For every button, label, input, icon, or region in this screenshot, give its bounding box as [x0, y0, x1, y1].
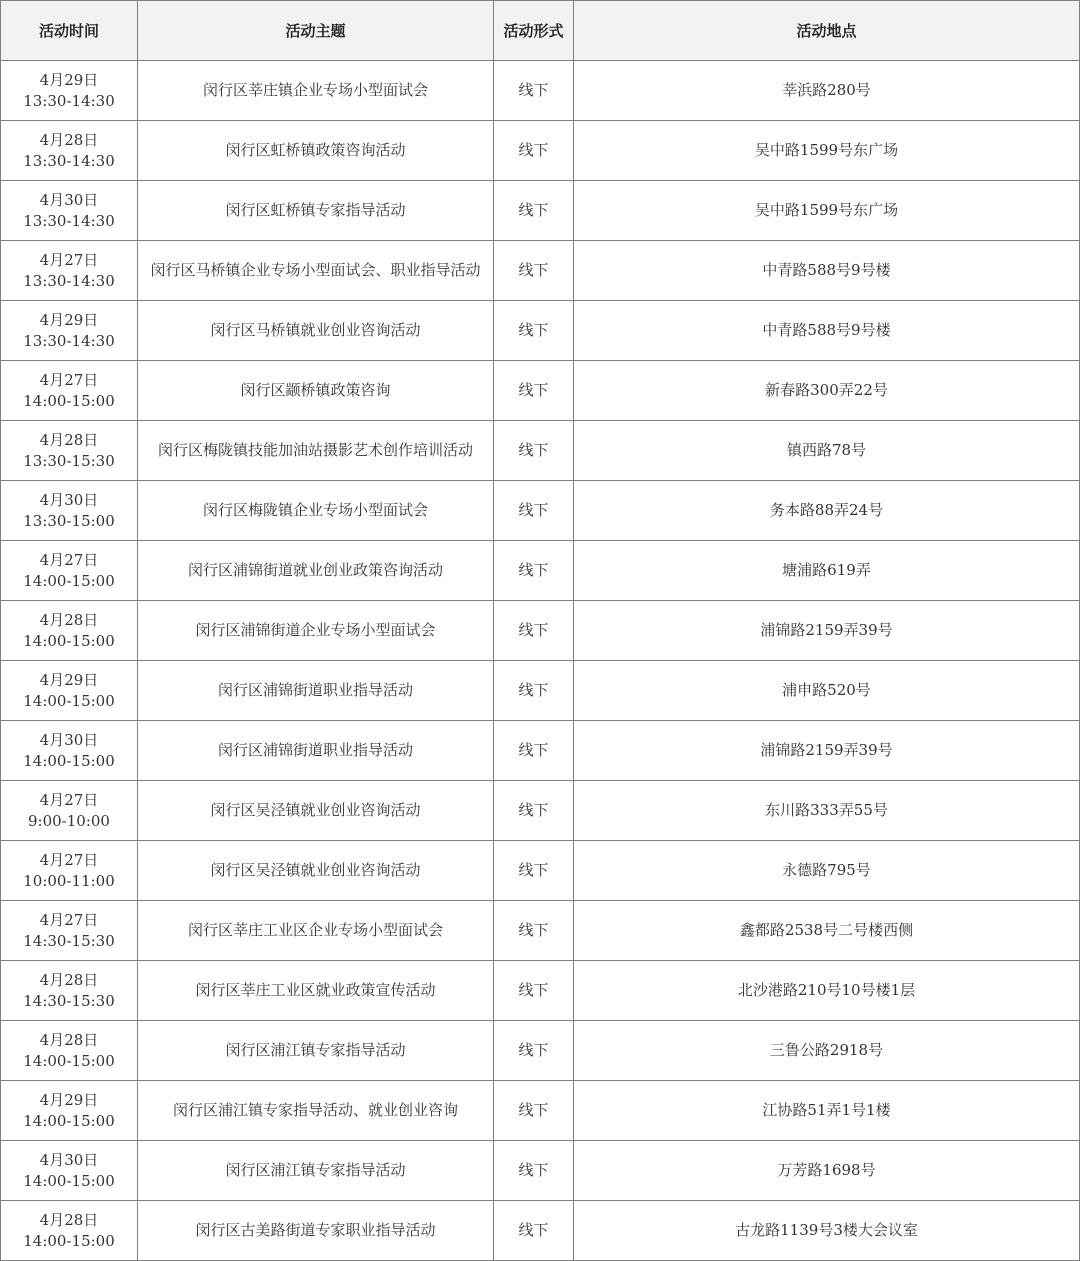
- activity-time-cell: [1, 1141, 138, 1201]
- activity-date: 4月30日: [39, 190, 99, 209]
- table-row: [1, 121, 1080, 181]
- activity-date: 4月27日: [39, 910, 99, 929]
- activity-topic: 闵行区莘庄工业区就业政策宣传活动: [138, 961, 494, 1021]
- activity-format: 线下: [494, 1141, 574, 1201]
- activity-place: 新春路300弄22号: [574, 361, 1080, 421]
- table-row: [1, 481, 1080, 541]
- activity-topic: 闵行区浦江镇专家指导活动、就业创业咨询: [138, 1081, 494, 1141]
- activity-topic: 闵行区浦江镇专家指导活动: [138, 1141, 494, 1201]
- activity-time-range: 14:30-15:30: [23, 931, 115, 950]
- table-row: [1, 961, 1080, 1021]
- activity-place: 塘浦路619弄: [574, 541, 1080, 601]
- activity-time-cell: [1, 181, 138, 241]
- activity-time-range: 13:30-14:30: [23, 331, 115, 350]
- table-row: [1, 301, 1080, 361]
- activity-format: 线下: [494, 421, 574, 481]
- activity-place: 吴中路1599号东广场: [574, 121, 1080, 181]
- table-row: [1, 361, 1080, 421]
- table-row: [1, 781, 1080, 841]
- activity-time-range: 14:00-15:00: [23, 391, 115, 410]
- activity-topic: 闵行区浦锦街道企业专场小型面试会: [138, 601, 494, 661]
- activity-time-range: 14:00-15:00: [23, 631, 115, 650]
- activity-time-range: 13:30-14:30: [23, 211, 115, 230]
- activity-place: 中青路588号9号楼: [574, 241, 1080, 301]
- table-row: [1, 1141, 1080, 1201]
- activity-time-cell: [1, 61, 138, 121]
- activity-topic: 闵行区梅陇镇技能加油站摄影艺术创作培训活动: [138, 421, 494, 481]
- activity-time-cell: [1, 841, 138, 901]
- activity-format: 线下: [494, 241, 574, 301]
- activity-topic: 闵行区梅陇镇企业专场小型面试会: [138, 481, 494, 541]
- activity-time-range: 14:00-15:00: [23, 1111, 115, 1130]
- activity-time-cell: [1, 1081, 138, 1141]
- activity-format: 线下: [494, 781, 574, 841]
- activity-topic: 闵行区马桥镇企业专场小型面试会、职业指导活动: [138, 241, 494, 301]
- activity-time-cell: [1, 301, 138, 361]
- activity-date: 4月27日: [39, 370, 99, 389]
- activity-format: 线下: [494, 61, 574, 121]
- activity-place: 东川路333弄55号: [574, 781, 1080, 841]
- activity-place: 浦申路520号: [574, 661, 1080, 721]
- activity-time-range: 14:00-15:00: [23, 751, 115, 770]
- activity-date: 4月30日: [39, 730, 99, 749]
- activity-time-range: 9:00-10:00: [28, 811, 110, 830]
- activity-time-cell: [1, 541, 138, 601]
- activity-time-range: 13:30-14:30: [23, 151, 115, 170]
- table-row: [1, 721, 1080, 781]
- activity-time-cell: [1, 781, 138, 841]
- table-header: [1, 1, 1080, 61]
- activity-place: 浦锦路2159弄39号: [574, 601, 1080, 661]
- activity-topic: 闵行区颛桥镇政策咨询: [138, 361, 494, 421]
- activity-date: 4月29日: [39, 670, 99, 689]
- activity-format: 线下: [494, 601, 574, 661]
- activity-date: 4月29日: [39, 310, 99, 329]
- activity-date: 4月30日: [39, 490, 99, 509]
- activity-format: 线下: [494, 301, 574, 361]
- table-body: [1, 61, 1080, 1261]
- activity-time-range: 14:00-15:00: [23, 1231, 115, 1250]
- activity-topic: 闵行区浦锦街道职业指导活动: [138, 721, 494, 781]
- activity-time-range: 14:00-15:00: [23, 691, 115, 710]
- activity-topic: 闵行区马桥镇就业创业咨询活动: [138, 301, 494, 361]
- activity-time-cell: [1, 241, 138, 301]
- activity-place: 万芳路1698号: [574, 1141, 1080, 1201]
- activity-time-range: 10:00-11:00: [23, 871, 115, 890]
- activity-format: 线下: [494, 361, 574, 421]
- activity-date: 4月27日: [39, 850, 99, 869]
- activity-date: 4月28日: [39, 1030, 99, 1049]
- activity-topic: 闵行区莘庄镇企业专场小型面试会: [138, 61, 494, 121]
- activity-topic: 闵行区莘庄工业区企业专场小型面试会: [138, 901, 494, 961]
- activity-time-range: 13:30-15:30: [23, 451, 115, 470]
- table-row: [1, 241, 1080, 301]
- header-row: [1, 1, 1080, 61]
- activity-place: 北沙港路210号10号楼1层: [574, 961, 1080, 1021]
- table-row: [1, 61, 1080, 121]
- activity-date: 4月28日: [39, 1210, 99, 1229]
- activity-place: 永德路795号: [574, 841, 1080, 901]
- header-place: 活动地点: [574, 1, 1080, 61]
- activity-time-cell: [1, 121, 138, 181]
- activity-format: 线下: [494, 901, 574, 961]
- activity-format: 线下: [494, 541, 574, 601]
- activity-time-cell: [1, 1021, 138, 1081]
- activity-place: 三鲁公路2918号: [574, 1021, 1080, 1081]
- activity-place: 中青路588号9号楼: [574, 301, 1080, 361]
- activity-time-range: 14:00-15:00: [23, 1051, 115, 1070]
- activity-time-range: 13:30-14:30: [23, 271, 115, 290]
- activity-topic: 闵行区虹桥镇专家指导活动: [138, 181, 494, 241]
- activity-format: 线下: [494, 841, 574, 901]
- activity-date: 4月27日: [39, 250, 99, 269]
- activity-format: 线下: [494, 181, 574, 241]
- activity-place: 浦锦路2159弄39号: [574, 721, 1080, 781]
- table-row: [1, 181, 1080, 241]
- header-format: 活动形式: [494, 1, 574, 61]
- activity-date: 4月27日: [39, 550, 99, 569]
- activity-place: 江协路51弄1号1楼: [574, 1081, 1080, 1141]
- activity-format: 线下: [494, 1081, 574, 1141]
- activity-topic: 闵行区吴泾镇就业创业咨询活动: [138, 841, 494, 901]
- activity-format: 线下: [494, 661, 574, 721]
- table-row: [1, 1081, 1080, 1141]
- activity-time-range: 14:30-15:30: [23, 991, 115, 1010]
- activity-date: 4月29日: [39, 1090, 99, 1109]
- activity-place: 莘浜路280号: [574, 61, 1080, 121]
- activity-topic: 闵行区浦锦街道职业指导活动: [138, 661, 494, 721]
- activity-time-range: 13:30-14:30: [23, 91, 115, 110]
- table-row: [1, 1201, 1080, 1261]
- activity-topic: 闵行区浦锦街道就业创业政策咨询活动: [138, 541, 494, 601]
- activity-time-cell: [1, 361, 138, 421]
- activity-time-cell: [1, 1201, 138, 1261]
- activity-place: 古龙路1139号3楼大会议室: [574, 1201, 1080, 1261]
- activity-time-range: 13:30-15:00: [23, 511, 115, 530]
- activity-topic: 闵行区古美路街道专家职业指导活动: [138, 1201, 494, 1261]
- activity-place: 务本路88弄24号: [574, 481, 1080, 541]
- table-row: [1, 601, 1080, 661]
- header-time: 活动时间: [1, 1, 138, 61]
- activity-time-cell: [1, 721, 138, 781]
- activity-date: 4月28日: [39, 610, 99, 629]
- activity-format: 线下: [494, 1021, 574, 1081]
- activity-topic: 闵行区吴泾镇就业创业咨询活动: [138, 781, 494, 841]
- table-row: [1, 541, 1080, 601]
- activity-time-cell: [1, 961, 138, 1021]
- activity-format: 线下: [494, 481, 574, 541]
- activity-date: 4月27日: [39, 790, 99, 809]
- activity-format: 线下: [494, 1201, 574, 1261]
- activity-place: 吴中路1599号东广场: [574, 181, 1080, 241]
- header-topic: 活动主题: [138, 1, 494, 61]
- activity-date: 4月30日: [39, 1150, 99, 1169]
- activity-format: 线下: [494, 121, 574, 181]
- table-row: [1, 841, 1080, 901]
- activity-date: 4月29日: [39, 70, 99, 89]
- activity-time-range: 14:00-15:00: [23, 1171, 115, 1190]
- activity-topic: 闵行区浦江镇专家指导活动: [138, 1021, 494, 1081]
- activity-date: 4月28日: [39, 430, 99, 449]
- activity-time-range: 14:00-15:00: [23, 571, 115, 590]
- activity-date: 4月28日: [39, 130, 99, 149]
- table-row: [1, 421, 1080, 481]
- activity-time-cell: [1, 901, 138, 961]
- activity-topic: 闵行区虹桥镇政策咨询活动: [138, 121, 494, 181]
- table-row: [1, 901, 1080, 961]
- activity-date: 4月28日: [39, 970, 99, 989]
- activity-time-cell: [1, 421, 138, 481]
- activity-place: 镇西路78号: [574, 421, 1080, 481]
- activity-format: 线下: [494, 961, 574, 1021]
- table-row: [1, 1021, 1080, 1081]
- activity-time-cell: [1, 661, 138, 721]
- table-row: [1, 661, 1080, 721]
- activity-format: 线下: [494, 721, 574, 781]
- activity-time-cell: [1, 601, 138, 661]
- activity-place: 鑫都路2538号二号楼西侧: [574, 901, 1080, 961]
- activity-time-cell: [1, 481, 138, 541]
